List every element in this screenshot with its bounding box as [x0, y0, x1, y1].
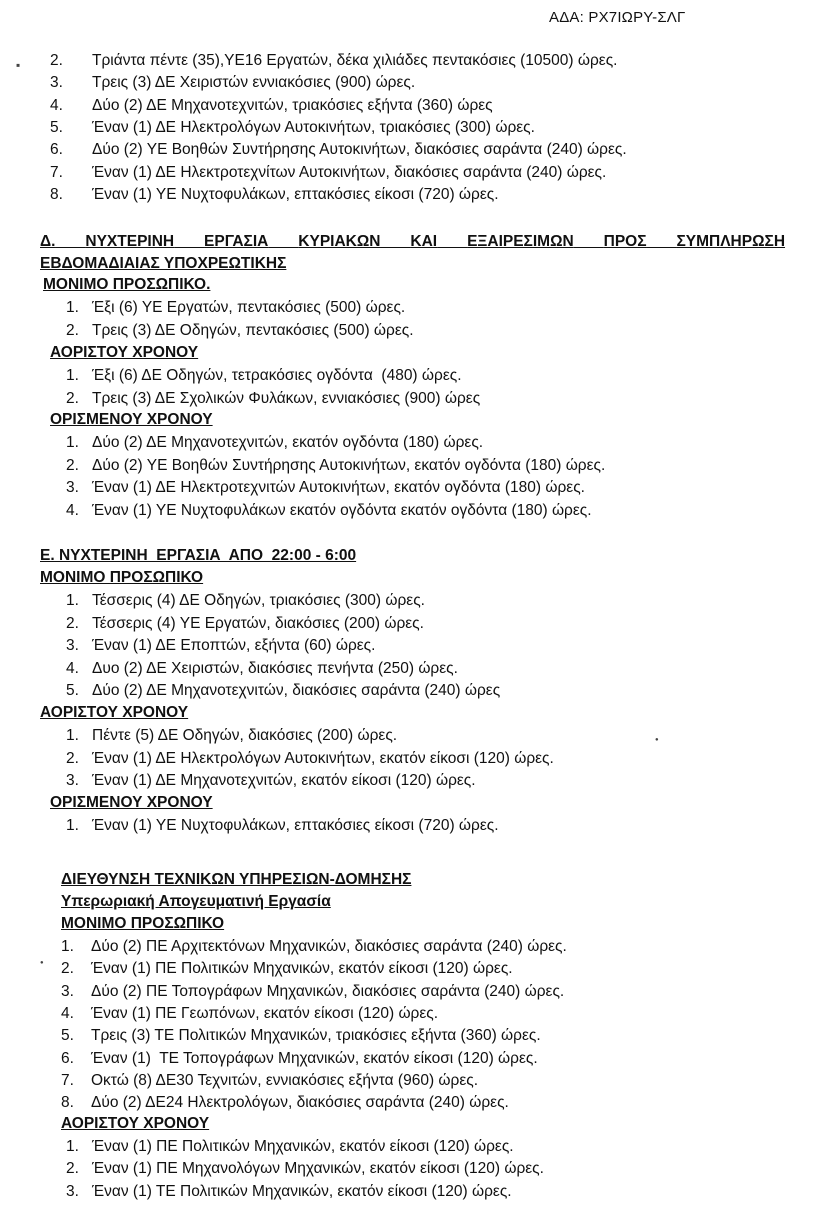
list-item	[61, 1027, 541, 1045]
list-item	[66, 1160, 544, 1178]
list-item-number: 1.	[66, 817, 79, 834]
list-item-number: 6.	[61, 1049, 74, 1067]
list-item	[66, 479, 585, 497]
list-item-number: 3.	[66, 479, 79, 496]
list-item	[66, 637, 375, 655]
list-item-number: 8.	[50, 185, 63, 203]
list-item-number: 1.	[66, 299, 79, 316]
list-item-text: Έναν (1) ΤΕ Τοπογράφων Μηχανικών, εκατόν είκοσι (120) ώρες.	[91, 1049, 538, 1067]
list-item-text: Έναν (1) ΤΕ Πολιτικών Μηχανικών, εκατόν είκοσι (120) ώρες.	[92, 1182, 512, 1200]
list-item	[66, 592, 425, 610]
list-item-text: Έναν (1) ΔΕ Ηλεκτρολόγων Αυτοκινήτων, εκατόν είκοσι (120) ώρες.	[92, 749, 554, 767]
list-item-number: 1.	[66, 434, 79, 451]
list-item-text: Τέσσερις (4) ΔΕ Οδηγών, τριακόσιες (300) ώρες.	[92, 592, 425, 609]
list-item	[66, 660, 458, 678]
section-d-permanent-heading: ΜΟΝΙΜΟ ΠΡΟΣΩΠΙΚΟ.	[43, 276, 211, 293]
list-item-number: 5.	[61, 1027, 74, 1045]
list-item	[61, 960, 513, 978]
list-item	[50, 74, 415, 92]
list-item-number: 4.	[50, 96, 63, 114]
list-item-text: Έναν (1) ΠΕ Μηχανολόγων Μηχανικών, εκατόν είκοσι (120) ώρες.	[92, 1160, 544, 1178]
list-item-number: 5.	[50, 118, 63, 136]
list-item-number: 3.	[50, 74, 63, 92]
section-e-indefinite-heading: ΑΟΡΙΣΤΟΥ ΧΡΟΝΟΥ	[40, 704, 189, 721]
list-item-text: Τέσσερις (4) ΥΕ Εργατών, διακόσιες (200) ώρες.	[92, 614, 424, 632]
list-item-text: Έξι (6) ΥΕ Εργατών, πεντακόσιες (500) ώρες.	[92, 299, 406, 316]
list-item	[66, 615, 424, 633]
list-item-text: Τρεις (3) ΔΕ Χειριστών εννιακόσιες (900) ώρες.	[92, 74, 416, 92]
list-item-text: Έναν (1) ΔΕ Ηλεκτρολόγων Αυτοκινήτων, τριακόσιες (300) ώρες.	[92, 118, 535, 136]
ada-code: ΑΔΑ: ΡΧ7ΙΩΡΥ-ΣΛΓ	[549, 9, 686, 26]
list-item	[66, 322, 414, 340]
list-item-text: Δύο (2) ΥΕ Βοηθών Συντήρησης Αυτοκινήτων, εκατόν ογδόντα (180) ώρες.	[92, 456, 606, 474]
list-item-text: Δύο (2) ΠΕ Τοπογράφων Μηχανικών, διακόσιες σαράντα (240) ώρες.	[91, 982, 565, 1000]
list-item-number: 2.	[61, 960, 74, 978]
list-item-text: Έναν (1) ΥΕ Νυχτοφυλάκων, επτακόσιες είκοσι (720) ώρες.	[92, 185, 499, 203]
section-e-title: Ε. ΝΥΧΤΕΡΙΝΗ ΕΡΓΑΣΙΑ ΑΠΟ 22:00 - 6:00	[40, 547, 357, 564]
list-item	[66, 367, 462, 385]
title-word: ΕΞΑΙΡΕΣΙΜΩΝ	[467, 233, 574, 250]
list-item-number: 1.	[66, 367, 79, 384]
list-item-text: Τρεις (3) ΔΕ Οδηγών, πεντακόσιες (500) ώρες.	[92, 321, 414, 339]
list-item-number: 4.	[66, 501, 79, 519]
list-item-text: Δύο (2) ΔΕ24 Ηλεκτρολόγων, διακόσιες σαράντα (240) ώρες.	[91, 1094, 509, 1112]
stray-mark: ▪	[16, 58, 21, 72]
list-item	[50, 186, 499, 204]
list-item-number: 3.	[66, 772, 79, 789]
list-item	[66, 1138, 514, 1156]
list-item	[50, 97, 493, 115]
list-item-text: Έναν (1) ΔΕ Ηλεκτροτεχνιτών Αυτοκινήτων, εκατόν ογδόντα (180) ώρες.	[92, 479, 585, 496]
list-item	[66, 390, 480, 408]
list-item	[50, 141, 627, 159]
list-item-number: 2.	[66, 389, 79, 407]
section-d-title-line1	[40, 233, 785, 251]
list-item-text: Έναν (1) ΔΕ Μηχανοτεχνιτών, εκατόν είκοσι (120) ώρες.	[92, 772, 476, 789]
list-item-text: Δύο (2) ΔΕ Μηχανοτεχνιτών, διακόσιες σαράντα (240) ώρες	[92, 682, 501, 699]
list-item	[61, 1050, 538, 1068]
list-item-number: 3.	[66, 637, 79, 654]
list-item-text: Δύο (2) ΥΕ Βοηθών Συντήρησης Αυτοκινήτων, διακόσιες σαράντα (240) ώρες.	[92, 141, 627, 159]
list-item-number: 2.	[66, 321, 79, 339]
list-item-number: 2.	[50, 52, 63, 69]
list-item-number: 3.	[61, 982, 74, 1000]
list-item-number: 7.	[50, 163, 63, 181]
list-item-text: Τρεις (3) ΔΕ Σχολικών Φυλάκων, εννιακόσιες (900) ώρες	[92, 389, 481, 407]
list-item-number: 2.	[66, 456, 79, 474]
list-item	[66, 502, 592, 520]
title-word: ΚΑΙ	[410, 233, 438, 250]
list-item-number: 4.	[61, 1004, 74, 1022]
list-item-text: Έναν (1) ΠΕ Πολιτικών Μηχανικών, εκατόν είκοσι (120) ώρες.	[92, 1138, 514, 1155]
list-item	[66, 434, 483, 452]
title-word: ΕΡΓΑΣΙΑ	[204, 233, 269, 250]
title-word: ΚΥΡΙΑΚΩΝ	[298, 233, 381, 250]
list-item-text: Έναν (1) ΔΕ Ηλεκτροτεχνίτων Αυτοκινήτων, διακόσιες σαράντα (240) ώρες.	[92, 163, 607, 181]
list-item	[61, 1005, 438, 1023]
list-item	[50, 119, 535, 137]
list-item-text: Πέντε (5) ΔΕ Οδηγών, διακόσιες (200) ώρες.	[92, 727, 398, 744]
list-item-number: 6.	[50, 141, 63, 159]
list-item	[61, 983, 564, 1001]
list-item-text: Δύο (2) ΔΕ Μηχανοτεχνιτών, τριακόσιες εξήντα (360) ώρες	[92, 96, 493, 114]
list-item	[66, 727, 397, 745]
list-item	[66, 817, 499, 835]
list-item	[50, 52, 617, 70]
list-item	[66, 750, 554, 768]
list-item	[61, 1072, 478, 1090]
list-item-text: Τριάντα πέντε (35),ΥΕ16 Εργατών, δέκα χιλιάδες πεντακόσιες (10500) ώρες.	[92, 52, 618, 69]
list-item	[50, 164, 606, 182]
stray-mark: ●	[40, 960, 44, 966]
title-word: ΣΥΜΠΛΗΡΩΣΗ	[676, 233, 786, 250]
list-item-number: 4.	[66, 659, 79, 677]
section-d-title-line2: ΕΒΔΟΜΑΔΙΑΙΑΣ ΥΠΟΧΡΕΩΤΙΚΗΣ	[40, 255, 287, 272]
stray-mark: ●	[655, 737, 659, 743]
title-word: ΝΥΧΤΕΡΙΝΗ	[85, 233, 175, 250]
section-e-fixed-heading: ΟΡΙΣΜΕΝΟΥ ΧΡΟΝΟΥ	[50, 794, 213, 811]
list-item-text: Έναν (1) ΠΕ Πολιτικών Μηχανικών, εκατόν είκοσι (120) ώρες.	[91, 960, 513, 978]
title-word: ΠΡΟΣ	[603, 233, 647, 250]
tech-section-subtitle: Υπερωριακή Απογευματινή Εργασία	[61, 893, 331, 910]
list-item-text: Έναν (1) ΥΕ Νυχτοφυλάκων εκατόν ογδόντα εκατόν ογδόντα (180) ώρες.	[92, 501, 592, 519]
title-word: Δ.	[40, 233, 56, 250]
list-item	[66, 772, 476, 790]
list-item	[66, 299, 405, 317]
list-item-text: Δύο (2) ΔΕ Μηχανοτεχνιτών, εκατόν ογδόντα (180) ώρες.	[92, 434, 484, 451]
section-d-fixed-heading: ΟΡΙΣΜΕΝΟΥ ΧΡΟΝΟΥ	[50, 411, 213, 428]
tech-section-title: ΔΙΕΥΘΥΝΣΗ ΤΕΧΝΙΚΩΝ ΥΠΗΡΕΣΙΩΝ-ΔΟΜΗΣΗΣ	[61, 871, 412, 888]
list-item-text: Έναν (1) ΔΕ Εποπτών, εξήντα (60) ώρες.	[92, 637, 376, 654]
list-item-text: Έναν (1) ΥΕ Νυχτοφυλάκων, επτακόσιες είκοσι (720) ώρες.	[92, 817, 499, 834]
list-item-number: 2.	[66, 614, 79, 632]
list-item	[66, 1183, 512, 1201]
list-item-text: Δυο (2) ΔΕ Χειριστών, διακόσιες πενήντα (250) ώρες.	[92, 659, 458, 677]
list-item	[61, 938, 567, 956]
list-item-number: 2.	[66, 749, 79, 767]
list-item-number: 5.	[66, 682, 79, 699]
list-item-number: 1.	[66, 1138, 79, 1155]
tech-indefinite-heading: ΑΟΡΙΣΤΟΥ ΧΡΟΝΟΥ	[61, 1115, 210, 1132]
list-item	[61, 1094, 509, 1112]
list-item-text: Οκτώ (8) ΔΕ30 Τεχνιτών, εννιακόσιες εξήντα (960) ώρες.	[91, 1071, 479, 1089]
list-item-number: 1.	[66, 592, 79, 609]
list-item-text: Τρεις (3) ΤΕ Πολιτικών Μηχανικών, τριακόσιες εξήντα (360) ώρες.	[91, 1027, 541, 1045]
list-item-number: 3.	[66, 1182, 79, 1200]
list-item-number: 1.	[61, 938, 74, 955]
list-item-number: 2.	[66, 1160, 79, 1178]
list-item-number: 1.	[66, 727, 79, 744]
list-item	[66, 457, 605, 475]
list-item-text: Έναν (1) ΠΕ Γεωπόνων, εκατόν είκοσι (120) ώρες.	[91, 1004, 439, 1022]
section-e-permanent-heading: ΜΟΝΙΜΟ ΠΡΟΣΩΠΙΚΟ	[40, 569, 204, 586]
list-item-number: 7.	[61, 1071, 74, 1089]
list-item-text: Δύο (2) ΠΕ Αρχιτεκτόνων Μηχανικών, διακόσιες σαράντα (240) ώρες.	[91, 938, 567, 955]
list-item-number: 8.	[61, 1094, 74, 1112]
tech-permanent-heading: ΜΟΝΙΜΟ ΠΡΟΣΩΠΙΚΟ	[61, 915, 225, 932]
list-item	[66, 682, 500, 700]
section-d-indefinite-heading: ΑΟΡΙΣΤΟΥ ΧΡΟΝΟΥ	[50, 344, 199, 361]
list-item-text: Έξι (6) ΔΕ Οδηγών, τετρακόσιες ογδόντα (480) ώρες.	[92, 367, 462, 384]
